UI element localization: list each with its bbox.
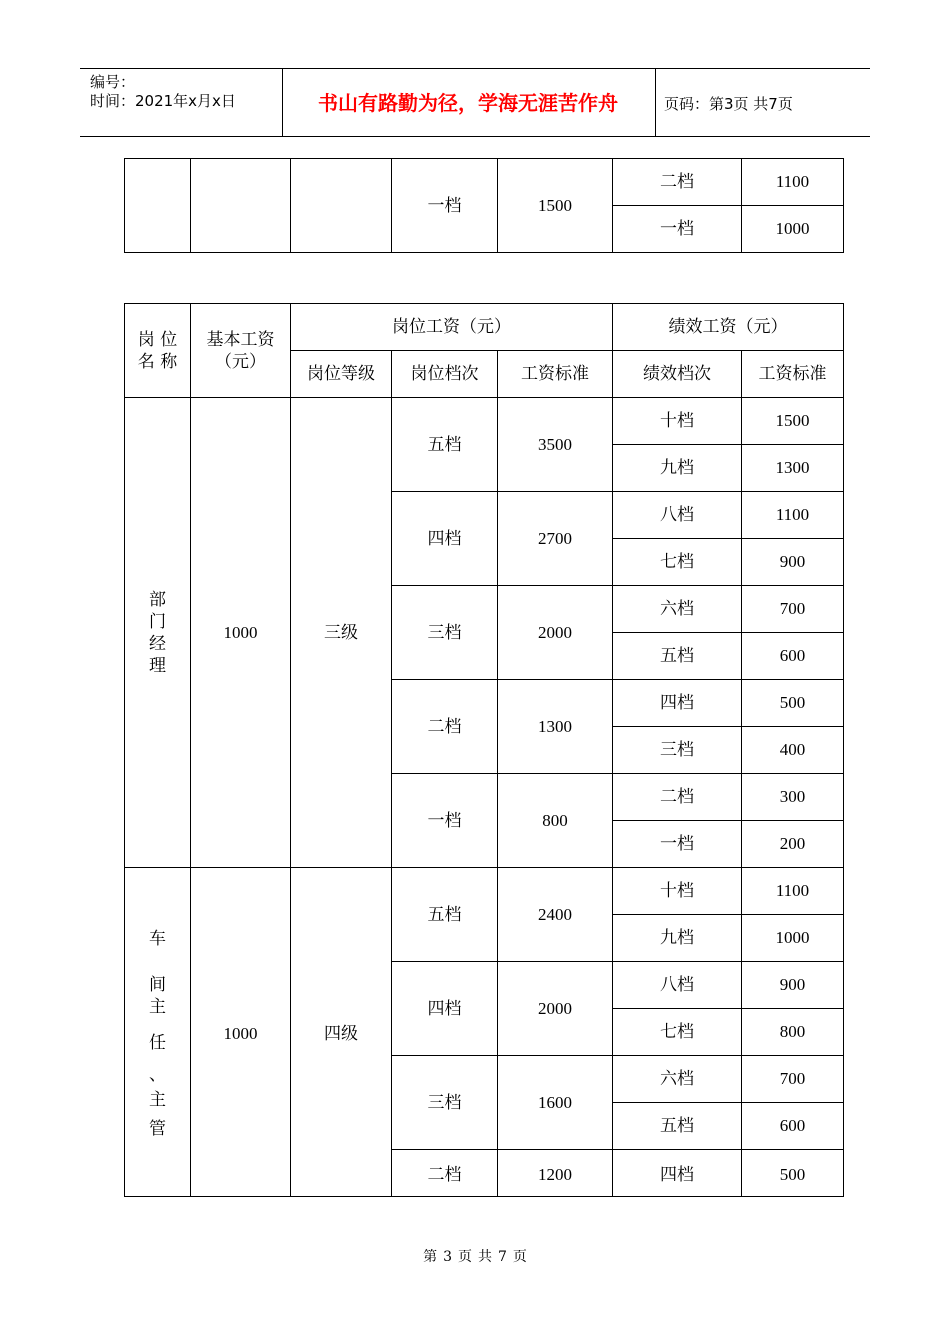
post-grade-cell: 五档: [392, 398, 498, 492]
perf-standard-cell: 1000: [742, 206, 844, 253]
post-grade-cell: 五档: [392, 868, 498, 962]
page-footer: [0, 1246, 950, 1266]
header-divider-right: [655, 69, 656, 136]
group-name-char: 管: [149, 1119, 166, 1139]
post-grade-cell: 二档: [392, 680, 498, 774]
group-name-workshop-director: [125, 868, 191, 1197]
post-standard-cell: 800: [498, 774, 613, 868]
perf-grade-cell: 十档: [613, 868, 742, 915]
perf-grade-cell: 九档: [613, 915, 742, 962]
header-post-salary: 岗位工资（元）: [291, 304, 613, 351]
perf-grade-cell: 一档: [613, 821, 742, 868]
perf-standard-cell: 600: [742, 633, 844, 680]
header-perf-grade: 绩效档次: [613, 351, 742, 398]
perf-standard-cell: 1500: [742, 398, 844, 445]
header-perf-salary: 绩效工资（元）: [613, 304, 844, 351]
group-name-char: 理: [149, 655, 166, 676]
perf-grade-cell: 十档: [613, 398, 742, 445]
header-bottom-rule: [80, 136, 870, 137]
post-standard-cell: 1300: [498, 680, 613, 774]
post-grade-cell: 三档: [392, 586, 498, 680]
group-name-char: 主: [149, 997, 166, 1017]
post-standard-cell: 3500: [498, 398, 613, 492]
perf-grade-cell: 九档: [613, 445, 742, 492]
post-grade-cell: 一档: [392, 159, 498, 253]
perf-standard-cell: 1000: [742, 915, 844, 962]
table-row: [125, 398, 844, 445]
group-name-char: 主: [149, 1090, 166, 1110]
blank-cell: [125, 159, 191, 253]
group-name-char: 部: [149, 589, 166, 610]
motto: 书山有路勤为径，学海无涯苦作舟: [318, 91, 618, 115]
group-name-department-manager: [125, 398, 191, 868]
perf-standard-cell: 700: [742, 1056, 844, 1103]
footer-part: 第: [423, 1249, 438, 1265]
group-name-char: 间: [149, 975, 166, 995]
header-post-name-line2: 名 称: [137, 351, 178, 372]
header-post-name-line1: 岗 位: [137, 329, 178, 350]
header-top-rule: [80, 68, 870, 69]
footer-part: 页: [458, 1249, 472, 1265]
post-grade-cell: 四档: [392, 962, 498, 1056]
table-row: [125, 159, 844, 206]
post-grade-cell: 三档: [392, 1056, 498, 1150]
header-perf-standard: 工资标准: [742, 351, 844, 398]
post-grade-cell: [392, 1150, 498, 1197]
perf-standard-cell: 400: [742, 727, 844, 774]
post-level-cell: 三级: [291, 398, 392, 868]
perf-standard-cell: 500: [742, 680, 844, 727]
perf-standard-cell: [742, 1150, 844, 1197]
perf-standard-cell: 1100: [742, 868, 844, 915]
post-standard-cell: 1600: [498, 1056, 613, 1150]
group-name-char: 任: [149, 1033, 166, 1053]
group-name-char: 、: [149, 1065, 166, 1085]
group-name-char: 车: [149, 929, 166, 949]
post-standard-value: 1200: [538, 1164, 572, 1184]
post-standard-cell: 2700: [498, 492, 613, 586]
footer-part: 共: [478, 1249, 492, 1265]
time-label: 时间：2021年x月x日: [90, 92, 236, 110]
table-row: [125, 868, 844, 915]
post-standard-cell: 1500: [498, 159, 613, 253]
perf-standard-cell: 600: [742, 1103, 844, 1150]
page-label: 页码：第3页 共7页: [664, 95, 793, 113]
header-base-salary-line1: 基本工资: [206, 329, 275, 350]
perf-grade-cell: 八档: [613, 962, 742, 1009]
header-post-name: [125, 304, 191, 398]
header-base-salary-line2: （元）: [215, 351, 266, 372]
perf-standard-cell: 900: [742, 962, 844, 1009]
post-standard-cell: [498, 1150, 613, 1197]
perf-grade-cell: [613, 1150, 742, 1197]
group-name-char: 经: [149, 633, 166, 654]
blank-cell: [191, 159, 291, 253]
post-level-value: 四级: [324, 1023, 358, 1044]
post-standard-cell: 2000: [498, 586, 613, 680]
post-standard-cell: 2000: [498, 962, 613, 1056]
group-name-char: 门: [149, 611, 166, 632]
post-grade-value: 二档: [427, 1164, 462, 1185]
perf-standard-cell: 200: [742, 821, 844, 868]
base-salary-cell: 1000: [191, 398, 291, 868]
base-salary-value: 1000: [223, 1023, 258, 1043]
blank-cell: [291, 159, 392, 253]
perf-grade-value: 四档: [660, 1164, 694, 1185]
perf-standard-cell: 800: [742, 1009, 844, 1056]
perf-grade-cell: 二档: [613, 774, 742, 821]
post-standard-cell: 2400: [498, 868, 613, 962]
perf-standard-cell: 1300: [742, 445, 844, 492]
perf-grade-cell: 三档: [613, 727, 742, 774]
base-salary-cell: [191, 868, 291, 1197]
post-level-cell: [291, 868, 392, 1197]
perf-grade-cell: 八档: [613, 492, 742, 539]
perf-standard-value: 500: [779, 1164, 806, 1184]
serial-label: 编号：: [90, 73, 136, 91]
perf-grade-cell: 一档: [613, 206, 742, 253]
perf-grade-cell: 七档: [613, 1009, 742, 1056]
perf-standard-cell: 300: [742, 774, 844, 821]
perf-standard-cell: 1100: [742, 159, 844, 206]
perf-grade-cell: 五档: [613, 633, 742, 680]
perf-standard-cell: 700: [742, 586, 844, 633]
perf-grade-cell: 六档: [613, 1056, 742, 1103]
perf-grade-cell: 四档: [613, 680, 742, 727]
footer-part: 7: [498, 1249, 507, 1265]
perf-grade-cell: 二档: [613, 159, 742, 206]
perf-grade-cell: 五档: [613, 1103, 742, 1150]
header-post-level: 岗位等级: [291, 351, 392, 398]
perf-standard-cell: 900: [742, 539, 844, 586]
salary-table: [124, 303, 844, 1197]
perf-grade-cell: 六档: [613, 586, 742, 633]
salary-table-continued: [124, 158, 844, 253]
perf-standard-cell: 1100: [742, 492, 844, 539]
footer-part: 3: [443, 1249, 452, 1265]
post-grade-cell: 一档: [392, 774, 498, 868]
post-grade-cell: 四档: [392, 492, 498, 586]
perf-grade-cell: 七档: [613, 539, 742, 586]
header-base-salary: [191, 304, 291, 398]
header-post-grade: 岗位档次: [392, 351, 498, 398]
footer-part: 页: [512, 1249, 527, 1265]
table-header-row: [125, 304, 844, 351]
header-post-standard: 工资标准: [498, 351, 613, 398]
